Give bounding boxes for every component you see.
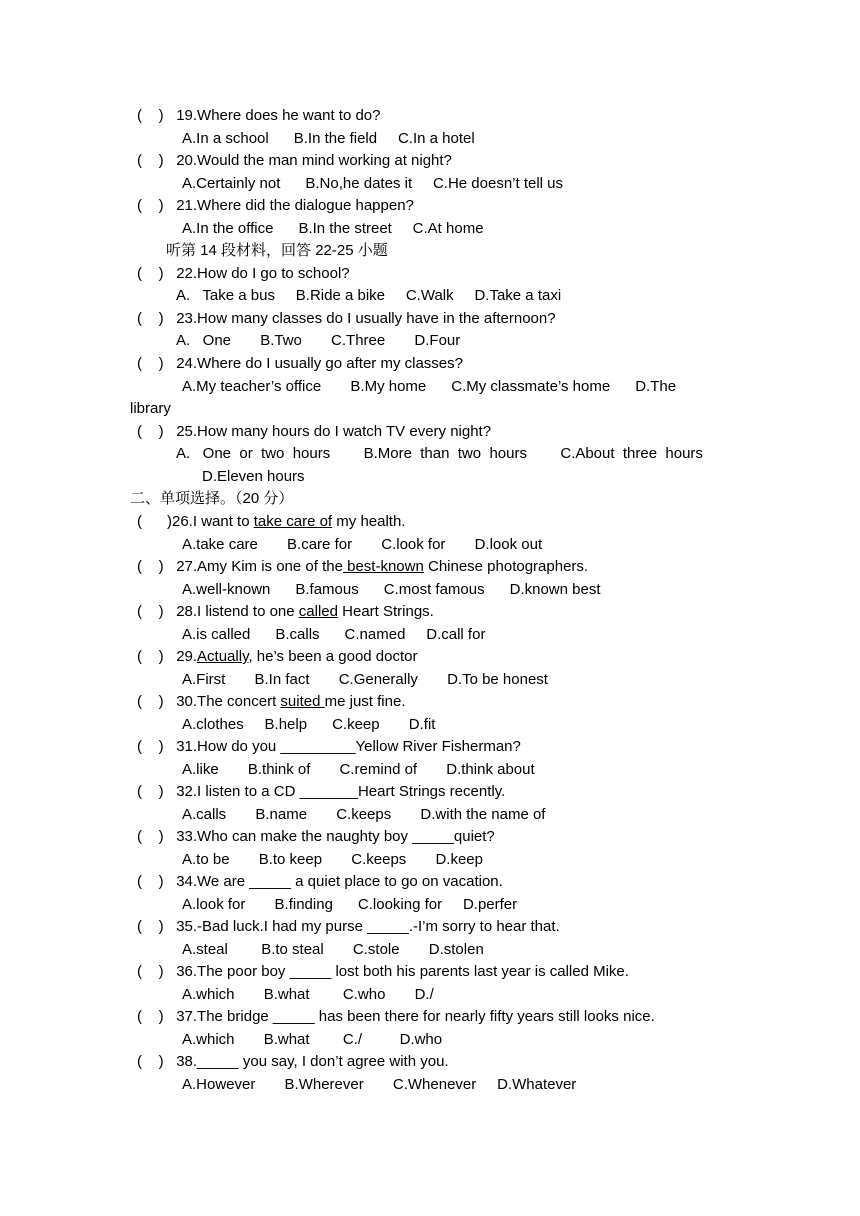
answer-bracket[interactable]: ( ) [137, 310, 164, 327]
question-23 [137, 309, 556, 329]
options-22: A. Take a bus B.Ride a bike C.Walk D.Take a taxi [176, 287, 562, 304]
options-26: A.take care B.care for C.look for D.look out [182, 536, 543, 553]
answer-bracket[interactable]: ( ) [137, 918, 164, 935]
question-text-post: Chinese photographers. [423, 558, 589, 575]
question-text-post: me just fine. [324, 693, 406, 710]
question-text-pre: 27.Amy Kim is one of the [176, 558, 343, 575]
underlined-phrase: Actually [197, 648, 249, 665]
question-34 [137, 872, 503, 892]
answer-bracket[interactable]: ( ) [137, 783, 164, 800]
question-text: 32.I listen to a CD _______Heart Strings recently. [176, 783, 506, 800]
options-19: A.In a school B.In the field C.In a hotel [182, 130, 475, 147]
question-text: 19.Where does he want to do? [176, 107, 381, 124]
question-20 [137, 151, 452, 171]
question-21 [137, 196, 414, 216]
options-33: A.to be B.to keep C.keeps D.keep [182, 851, 483, 868]
question-text-post: Heart Strings. [337, 603, 434, 620]
options-30: A.clothes B.help C.keep D.fit [182, 716, 436, 733]
answer-bracket[interactable]: ( ) [137, 423, 164, 440]
question-text-pre: 28.I listend to one [176, 603, 299, 620]
answer-bracket[interactable]: ( ) [137, 693, 164, 710]
answer-bracket[interactable]: ( ) [137, 513, 172, 530]
options-24-line1: A.My teacher’s office B.My home C.My classmate’s home D.The [182, 378, 677, 395]
question-text: 22.How do I go to school? [176, 265, 350, 282]
question-text: 21.Where did the dialogue happen? [176, 197, 414, 214]
options-25-line2: D.Eleven hours [202, 468, 305, 485]
answer-bracket[interactable]: ( ) [137, 265, 164, 282]
question-text-pre: 29. [176, 648, 198, 665]
question-19 [137, 106, 381, 126]
question-24 [137, 354, 463, 374]
answer-bracket[interactable]: ( ) [137, 963, 164, 980]
options-34: A.look for B.finding C.looking for D.perfer [182, 896, 518, 913]
answer-bracket[interactable]: ( ) [137, 828, 164, 845]
question-text: 24.Where do I usually go after my classes? [176, 355, 463, 372]
answer-bracket[interactable]: ( ) [137, 107, 164, 124]
options-29: A.First B.In fact C.Generally D.To be honest [182, 671, 548, 688]
answer-bracket[interactable]: ( ) [137, 603, 164, 620]
section-2-heading: 二、单项选择。（20 分） [130, 490, 294, 507]
options-35: A.steal B.to steal C.stole D.stolen [182, 941, 484, 958]
question-text: 34.We are _____ a quiet place to go on vacation. [176, 873, 503, 890]
question-text: 37.The bridge _____ has been there for nearly fifty years still looks nice. [176, 1008, 655, 1025]
question-text: 31.How do you _________Yellow River Fisherman? [176, 738, 521, 755]
underlined-phrase: take care of [253, 513, 333, 530]
question-text-pre: 30.The concert [176, 693, 281, 710]
options-38: A.However B.Wherever C.Whenever D.Whatever [182, 1076, 577, 1093]
question-36 [137, 962, 629, 982]
options-28: A.is called B.calls C.named D.call for [182, 626, 486, 643]
question-text: 23.How many classes do I usually have in the afternoon? [176, 310, 556, 327]
question-37 [137, 1007, 655, 1027]
question-35 [137, 917, 560, 937]
question-29 [137, 647, 418, 667]
underlined-phrase: best-known [342, 558, 424, 575]
answer-bracket[interactable]: ( ) [137, 738, 164, 755]
answer-bracket[interactable]: ( ) [137, 558, 164, 575]
answer-bracket[interactable]: ( ) [137, 197, 164, 214]
question-25 [137, 422, 491, 442]
question-30 [137, 692, 406, 712]
question-28 [137, 602, 434, 622]
question-text-post: my health. [332, 513, 406, 530]
question-33 [137, 827, 495, 847]
question-text: 33.Who can make the naughty boy _____quiet? [176, 828, 495, 845]
question-31 [137, 737, 521, 757]
question-text: 36.The poor boy _____ lost both his parents last year is called Mike. [176, 963, 629, 980]
answer-bracket[interactable]: ( ) [137, 1053, 164, 1070]
answer-bracket[interactable]: ( ) [137, 152, 164, 169]
options-21: A.In the office B.In the street C.At home [182, 220, 484, 237]
options-20: A.Certainly not B.No,he dates it C.He doesn’t tell us [182, 175, 564, 192]
question-32 [137, 782, 505, 802]
question-text: 20.Would the man mind working at night? [176, 152, 452, 169]
question-text-pre: 26.I want to [172, 513, 254, 530]
question-text: 38._____ you say, I don’t agree with you. [176, 1053, 449, 1070]
options-23: A. One B.Two C.Three D.Four [176, 332, 461, 349]
options-36: A.which B.what C.who D./ [182, 986, 434, 1003]
question-38 [137, 1052, 449, 1072]
question-22 [137, 264, 350, 284]
underlined-phrase: suited [280, 693, 325, 710]
options-32: A.calls B.name C.keeps D.with the name of [182, 806, 546, 823]
question-27 [137, 557, 588, 577]
question-text: 35.-Bad luck.I had my purse _____.-I’m sorry to hear that. [176, 918, 560, 935]
question-26 [137, 512, 405, 532]
options-31: A.like B.think of C.remind of D.think about [182, 761, 535, 778]
options-27: A.well-known B.famous C.most famous D.known best [182, 581, 601, 598]
underlined-phrase: called [298, 603, 338, 620]
options-25-line1: A. One or two hours B.More than two hours C.About three hours [176, 445, 703, 462]
answer-bracket[interactable]: ( ) [137, 648, 164, 665]
options-37: A.which B.what C./ D.who [182, 1031, 443, 1048]
answer-bracket[interactable]: ( ) [137, 355, 164, 372]
options-24-line2: library [130, 400, 171, 417]
answer-bracket[interactable]: ( ) [137, 1008, 164, 1025]
question-text-post: , he’s been a good doctor [248, 648, 418, 665]
answer-bracket[interactable]: ( ) [137, 873, 164, 890]
section-14-heading: 听第 14 段材料，回答 22-25 小题 [166, 242, 388, 259]
question-text: 25.How many hours do I watch TV every night? [176, 423, 492, 440]
